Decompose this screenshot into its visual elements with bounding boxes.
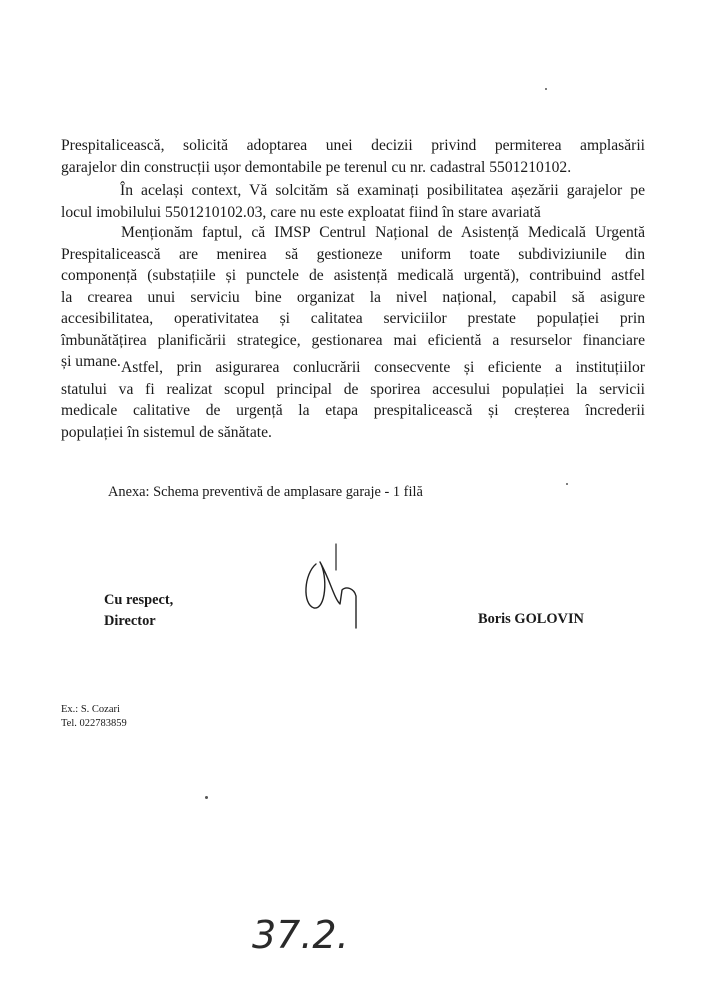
paragraph-mention xyxy=(61,222,645,373)
text-line: garajelor din construcții ușor demontabile pe terenul cu nr. cadastral 5501210102. xyxy=(61,158,572,176)
annex-note: Anexa: Schema preventivă de amplasare garaje - 1 filă xyxy=(108,484,423,500)
text-line: medicale calitative de urgență la etapa prespitalicească și creșterea încrederii xyxy=(61,402,645,419)
text-line: și umane. xyxy=(61,353,121,370)
closing-title: Director xyxy=(104,613,156,629)
text-line: îmbunătățirea planificării strategice, gestionarea mai eficientă a resurselor financiare xyxy=(61,331,645,349)
scan-speck xyxy=(545,88,547,90)
paragraph-request xyxy=(61,135,645,178)
text-line: Menționăm faptul, că IMSP Centrul Național de Asistență Medicală Urgentă xyxy=(121,224,645,241)
text-line: componență (substațiile și punctele de asistență medicală urgentă), contribuind astfel xyxy=(61,267,645,284)
text-line: locul imobilului 5501210102.03, care nu este exploatat fiind în stare avariată xyxy=(61,203,541,221)
closing-block xyxy=(104,590,173,632)
text-line: populației în sistemul de sănătate. xyxy=(61,423,272,441)
executor-info xyxy=(61,703,127,731)
text-line: statului va fi realizat scopul principal de sporirea accesului populației la servicii xyxy=(61,380,645,398)
scan-speck xyxy=(205,796,208,799)
closing-salutation: Cu respect, xyxy=(104,592,174,608)
handwritten-signature xyxy=(298,542,364,632)
executor-phone: Tel. 022783859 xyxy=(61,718,127,729)
scan-speck xyxy=(566,483,568,485)
text-line: Prespitalicească, solicită adoptarea unei decizii privind permiterea amplasării xyxy=(61,137,645,154)
text-line: În același context, Vă solcităm să examinați posibilitatea așezării garajelor pe xyxy=(120,182,645,199)
executor-name: Ex.: S. Cozari xyxy=(61,704,120,715)
handwritten-number-text: 37.2. xyxy=(252,913,349,957)
paragraph-conclusion xyxy=(61,357,645,443)
signatory-name: Boris GOLOVIN xyxy=(478,611,584,627)
paragraph-context xyxy=(61,180,645,223)
text-line: accesibilitatea, operativitatea și calitatea serviciilor prestate populației prin xyxy=(61,310,645,327)
text-line: la crearea unui serviciu bine organizat la nivel național, capabil să asigure xyxy=(61,288,645,306)
handwritten-page-number xyxy=(248,908,352,958)
text-line: Astfel, prin asigurarea conlucrării consecvente și eficiente a instituțiilor xyxy=(121,359,645,376)
text-line: Prespitalicească are menirea să gestioneze uniform toate subdiviziunile din xyxy=(61,245,645,263)
